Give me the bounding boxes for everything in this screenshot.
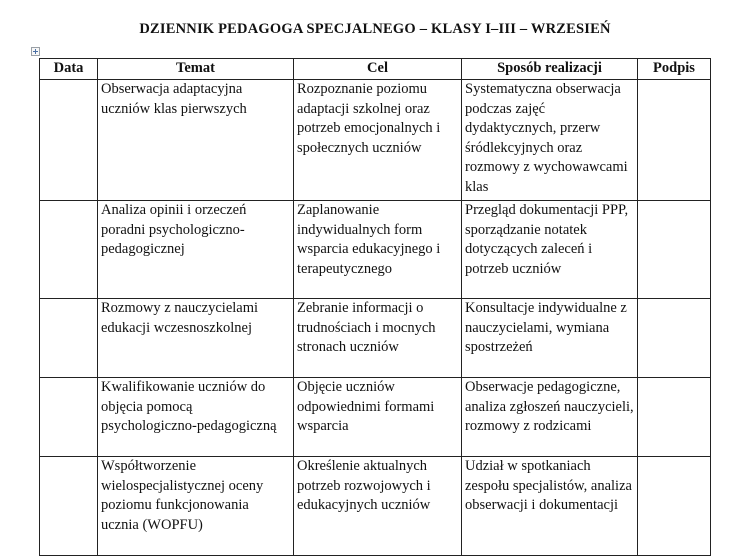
- document-title: DZIENNIK PEDAGOGA SPECJALNEGO – KLASY I–III – WRZESIEŃ: [139, 21, 611, 37]
- cell-date[interactable]: [40, 457, 98, 556]
- cell-goal[interactable]: Zebranie informacji o trudnościach i mocnych stronach uczniów: [294, 299, 462, 378]
- cell-method[interactable]: Przegląd dokumentacji PPP, sporządzanie notatek dotyczących zaleceń i potrzeb uczniów: [462, 201, 638, 299]
- cell-date[interactable]: [40, 201, 98, 299]
- cell-signature[interactable]: [638, 201, 711, 299]
- table-move-handle-icon[interactable]: [31, 47, 40, 56]
- header-date: Data: [40, 59, 98, 80]
- table-row: [40, 457, 711, 556]
- cell-topic[interactable]: Obserwacja adaptacyjna uczniów klas pierwszych: [98, 80, 294, 201]
- cell-goal[interactable]: Objęcie uczniów odpowiednimi formami wsparcia: [294, 378, 462, 457]
- table-row: [40, 80, 711, 201]
- cell-goal[interactable]: Zaplanowanie indywidualnych form wsparcia edukacyjnego i terapeutycznego: [294, 201, 462, 299]
- header-row: [40, 59, 711, 80]
- cell-topic[interactable]: Współtworzenie wielospecjalistycznej oceny poziomu funkcjonowania ucznia (WOPFU): [98, 457, 294, 556]
- header-topic: Temat: [98, 59, 294, 80]
- cell-date[interactable]: [40, 299, 98, 378]
- cell-method[interactable]: Udział w spotkaniach zespołu specjalistów, analiza obserwacji i dokumentacji: [462, 457, 638, 556]
- table-row: [40, 378, 711, 457]
- cell-goal[interactable]: Określenie aktualnych potrzeb rozwojowych i edukacyjnych uczniów: [294, 457, 462, 556]
- table-row: [40, 201, 711, 299]
- cell-topic[interactable]: Kwalifikowanie uczniów do objęcia pomocą psychologiczno-pedagogiczną: [98, 378, 294, 457]
- cell-method[interactable]: Konsultacje indywidualne z nauczycielami, wymiana spostrzeżeń: [462, 299, 638, 378]
- table-row: [40, 299, 711, 378]
- cell-method[interactable]: Systematyczna obserwacja podczas zajęć dydaktycznych, przerw śródlekcyjnych oraz rozmowy z wychowawcami klas: [462, 80, 638, 201]
- cell-topic[interactable]: Analiza opinii i orzeczeń poradni psychologiczno-pedagogicznej: [98, 201, 294, 299]
- cell-goal[interactable]: Rozpoznanie poziomu adaptacji szkolnej oraz potrzeb emocjonalnych i społecznych uczniów: [294, 80, 462, 201]
- header-goal: Cel: [294, 59, 462, 80]
- journal-table: [39, 58, 711, 556]
- cell-date[interactable]: [40, 378, 98, 457]
- cell-signature[interactable]: [638, 80, 711, 201]
- header-method: Sposób realizacji: [462, 59, 638, 80]
- cell-signature[interactable]: [638, 299, 711, 378]
- cell-method[interactable]: Obserwacje pedagogiczne, analiza zgłoszeń nauczycieli, rozmowy z rodzicami: [462, 378, 638, 457]
- cell-date[interactable]: [40, 80, 98, 201]
- header-signature: Podpis: [638, 59, 711, 80]
- cell-signature[interactable]: [638, 457, 711, 556]
- cell-topic[interactable]: Rozmowy z nauczycielami edukacji wczesnoszkolnej: [98, 299, 294, 378]
- cell-signature[interactable]: [638, 378, 711, 457]
